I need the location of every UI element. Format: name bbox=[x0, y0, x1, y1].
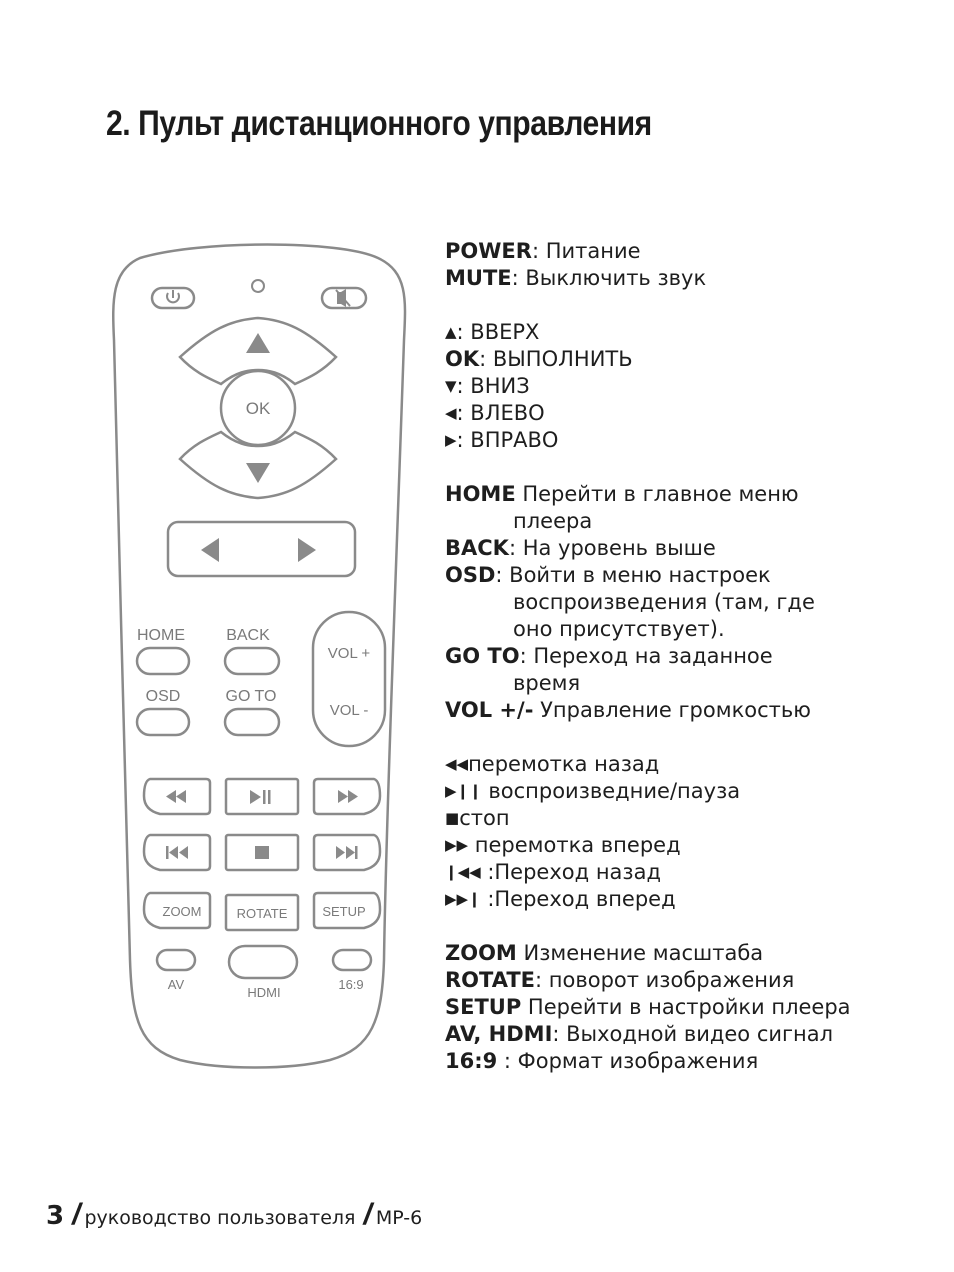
goto-desc-cont: время bbox=[513, 671, 581, 695]
back-label: BACK bbox=[226, 627, 270, 644]
right-desc: ▶: ВПРАВО bbox=[445, 428, 559, 452]
goto-desc: GO TO: Переход на заданное bbox=[445, 644, 773, 668]
rewind-desc: ◀◀перемотка назад bbox=[445, 752, 660, 776]
next-icon bbox=[336, 846, 358, 859]
ratio-desc: 16:9 : Формат изображения bbox=[445, 1049, 759, 1073]
volume-rocker bbox=[313, 612, 385, 746]
home-desc-cont: плеера bbox=[513, 509, 593, 533]
manual-title: руководство пользователя bbox=[84, 1207, 356, 1229]
play-desc: ▶❙❙ воспроизведние/пауза bbox=[445, 779, 741, 803]
model-name: MP-6 bbox=[375, 1207, 423, 1229]
avhdmi-desc: AV, HDMI: Выходной видео сигнал bbox=[445, 1022, 834, 1046]
ir-led bbox=[252, 280, 264, 292]
dpad-left-right-bar bbox=[168, 522, 355, 576]
setup-desc: SETUP Перейти в настройки плеера bbox=[445, 995, 851, 1019]
stop-icon bbox=[255, 846, 269, 859]
left-desc: ◀: ВЛЕВО bbox=[445, 401, 545, 425]
down-arrow-icon bbox=[246, 463, 270, 483]
left-arrow-icon: ◀ bbox=[445, 404, 457, 422]
rewind-icon: ◀◀ bbox=[445, 755, 469, 773]
up-desc: ▲: ВВЕРХ bbox=[445, 320, 540, 344]
osd-desc: OSD: Войти в меню настроек bbox=[445, 563, 771, 587]
next-icon: ▶▶❙ bbox=[445, 890, 481, 908]
goto-button bbox=[225, 709, 279, 735]
osd-desc-cont: воспроизведения (там, где bbox=[513, 590, 815, 614]
down-desc: ▼: ВНИЗ bbox=[445, 374, 530, 398]
goto-label: GO TO bbox=[225, 688, 277, 705]
power-desc: POWER: Питание bbox=[445, 239, 641, 263]
prev-desc: ❙◀◀ :Переход назад bbox=[445, 860, 661, 884]
vol-plus-label: VOL + bbox=[327, 645, 371, 662]
play-pause-button bbox=[226, 779, 298, 814]
next-desc: ▶▶❙ :Переход вперед bbox=[445, 887, 676, 911]
back-button bbox=[225, 648, 279, 674]
ok-desc: OK: ВЫПОЛНИТЬ bbox=[445, 347, 633, 371]
right-arrow-icon: ▶ bbox=[445, 431, 457, 449]
play-pause-icon: ▶❙❙ bbox=[445, 782, 482, 800]
home-label: HOME bbox=[137, 627, 185, 644]
ok-label: OK bbox=[245, 399, 271, 418]
zoom-desc: ZOOM Изменение масштаба bbox=[445, 941, 764, 965]
right-arrow-icon bbox=[298, 538, 316, 562]
hdmi-label: HDMI bbox=[247, 985, 281, 1000]
page-number: 3 bbox=[46, 1201, 65, 1231]
av-button bbox=[157, 950, 195, 970]
fast-forward-icon: ▶▶ bbox=[445, 836, 469, 854]
previous-icon: ❙◀◀ bbox=[445, 863, 481, 881]
left-arrow-icon bbox=[201, 538, 219, 562]
av-label: AV bbox=[167, 977, 185, 992]
rotate-label: ROTATE bbox=[236, 906, 288, 921]
rotate-desc: ROTATE: поворот изображения bbox=[445, 968, 795, 992]
footer-separator-2: / bbox=[363, 1198, 372, 1231]
osd-button bbox=[137, 709, 189, 735]
hdmi-button bbox=[229, 946, 297, 978]
home-button bbox=[137, 648, 189, 674]
osd-desc-cont2: оно присутствует). bbox=[513, 617, 725, 641]
play-pause-icon bbox=[250, 790, 271, 804]
ratio-button bbox=[333, 950, 371, 970]
page-title: 2. Пульт дистанционного управления bbox=[106, 104, 652, 143]
mute-desc: MUTE: Выключить звук bbox=[445, 266, 707, 290]
page-footer bbox=[46, 1198, 422, 1232]
osd-label: OSD bbox=[145, 688, 181, 705]
ff-desc: ▶▶ перемотка вперед bbox=[445, 833, 681, 857]
zoom-label: ZOOM bbox=[162, 904, 202, 919]
ratio-label: 16:9 bbox=[338, 977, 364, 992]
stop-icon: ■ bbox=[445, 809, 460, 827]
rewind-icon bbox=[166, 790, 186, 803]
vol-desc: VOL +/- Управление громкостью bbox=[445, 698, 811, 722]
home-desc: HOME Перейти в главное меню bbox=[445, 482, 799, 506]
vol-minus-label: VOL - bbox=[329, 702, 369, 719]
up-arrow-icon: ▲ bbox=[445, 323, 457, 341]
footer-separator: / bbox=[72, 1198, 81, 1231]
fast-forward-icon bbox=[338, 790, 358, 803]
down-arrow-icon: ▼ bbox=[445, 377, 457, 395]
setup-label: SETUP bbox=[322, 904, 366, 919]
button-descriptions bbox=[445, 238, 851, 1075]
up-arrow-icon bbox=[246, 333, 270, 353]
stop-desc: ■стоп bbox=[445, 806, 510, 830]
back-desc: BACK: На уровень выше bbox=[445, 536, 716, 560]
previous-icon bbox=[166, 846, 188, 859]
